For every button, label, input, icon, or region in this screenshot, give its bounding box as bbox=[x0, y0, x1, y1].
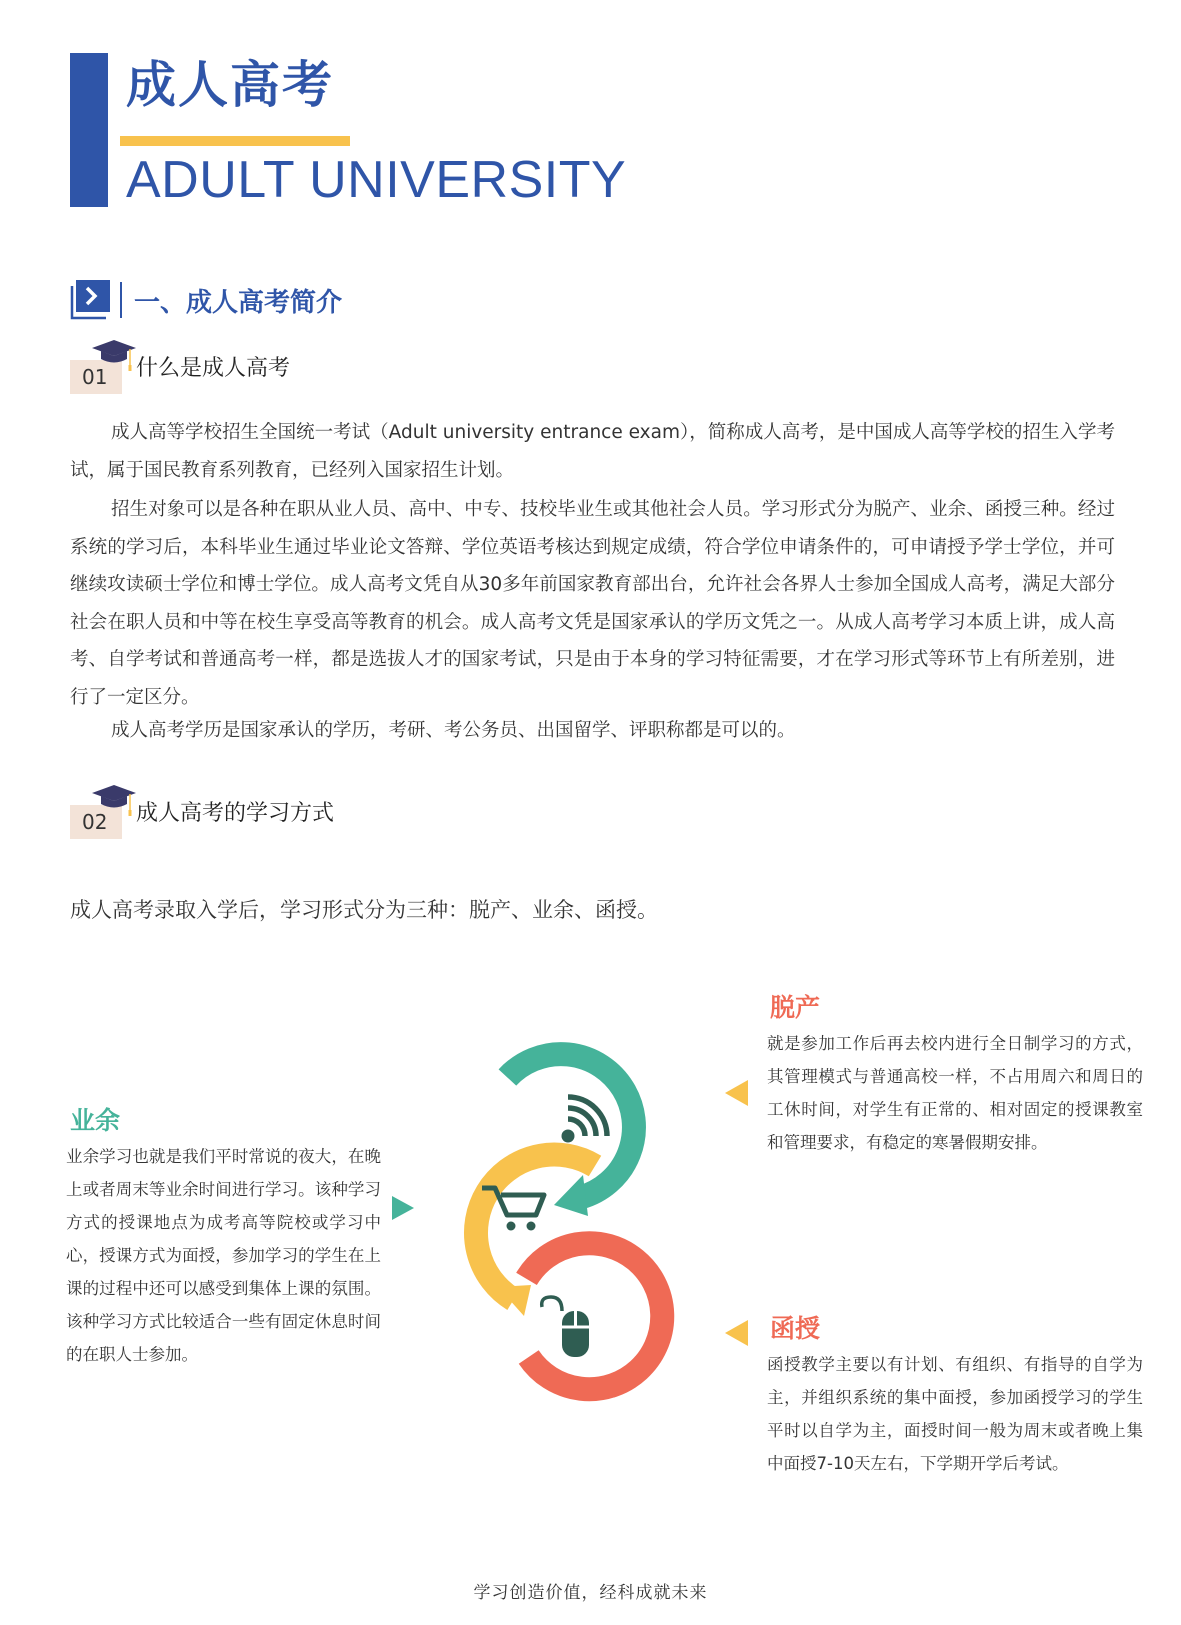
page-title: 成人高考 bbox=[126, 56, 334, 114]
intro-paragraph-1: 成人高等学校招生全国统一考试（Adult university entrance exam），简称成人高考，是中国成人高等学校的招生入学考试，属于国民教育系列教育，已经列入国家招生计划。 bbox=[70, 422, 1115, 481]
title-underline bbox=[120, 136, 350, 146]
number-badge bbox=[70, 360, 122, 394]
study-mode-cycle-diagram bbox=[440, 1015, 700, 1455]
title-accent-bar bbox=[70, 53, 108, 207]
subheading-title: 什么是成人高考 bbox=[136, 356, 291, 381]
signal-icon bbox=[562, 1097, 608, 1143]
intro-paragraph-2: 招生对象可以是各种在职从业人员、高中、中专、技校毕业生或其他社会人员。学习形式分为脱产、业余、函授三种。经过系统的学习后，本科毕业生通过毕业论文答辩、学位英语考核达到规定成绩，符合学位申请条件的，可申请授予学士学位，并可继续攻读硕士学位和博士学位。成人高考文凭自从30多年前国家教育部出台，允许社会各界人士参加全国成人高考，满足大部分社会在职人员和中等在校生享受高等教育的机会。成人高考文凭是国家承认的学历文凭之一。从成人高考学习本质上讲，成人高考、自学考试和普通高考一样，都是选拔人才的国家考试，只是由于本身的学习特征需要，才在学习形式等环节上有所差别，进行了一定区分。 bbox=[70, 499, 1115, 708]
intro-paragraph-3: 成人高考学历是国家承认的学历，考研、考公务员、出国留学、评职称都是可以的。 bbox=[111, 720, 796, 741]
subheading-02 bbox=[70, 797, 334, 839]
page-subtitle: ADULT UNIVERSITY bbox=[126, 151, 627, 209]
coral-ring bbox=[527, 1243, 663, 1389]
tuochan-pointer bbox=[725, 1080, 748, 1106]
study-mode-intro: 成人高考录取入学后，学习形式分为三种：脱产、业余、函授。 bbox=[70, 898, 658, 922]
section-heading bbox=[70, 280, 342, 320]
subheading-title: 成人高考的学习方式 bbox=[136, 801, 335, 826]
yeyu-pointer bbox=[392, 1196, 414, 1220]
hanshou-pointer bbox=[725, 1320, 748, 1346]
section-divider bbox=[120, 282, 122, 318]
tuochan-text: 就是参加工作后再去校内进行全日制学习的方式，其管理模式与普通高校一样，不占用周六和周日的工休时间，对学生有正常的、相对固定的授课教室和管理要求，有稳定的寒暑假期安排。 bbox=[767, 1034, 1143, 1152]
footer-slogan: 学习创造价值，经科成就未来 bbox=[473, 1583, 708, 1603]
graduation-cap-icon bbox=[92, 783, 136, 833]
hanshou-text: 函授教学主要以有计划、有组织、有指导的自学为主，并组织系统的集中面授，参加函授学习的学生平时以自学为主，面授时间一般为周末或者晚上集中面授7-10天左右，下学期开学后考试。 bbox=[767, 1355, 1143, 1473]
graduation-cap-icon bbox=[92, 338, 136, 388]
number-badge bbox=[70, 805, 122, 839]
tuochan-title: 脱产 bbox=[770, 993, 821, 1022]
hanshou-title: 函授 bbox=[770, 1314, 821, 1343]
mouse-icon bbox=[542, 1297, 589, 1357]
subheading-01 bbox=[70, 352, 290, 394]
yeyu-text: 业余学习也就是我们平时常说的夜大，在晚上或者周末等业余时间进行学习。该种学习方式的授课地点为成考高等院校或学习中心，授课方式为面授，参加学习的学生在上课的过程中还可以感受到集体上课的氛围。该种学习方式比较适合一些有固定休息时间的在职人士参加。 bbox=[66, 1147, 381, 1364]
badge-number: 02 bbox=[82, 810, 108, 834]
arrow-box-icon bbox=[70, 280, 112, 320]
badge-number: 01 bbox=[82, 365, 108, 389]
section-title: 一、成人高考简介 bbox=[134, 287, 343, 318]
yeyu-title: 业余 bbox=[70, 1106, 121, 1135]
